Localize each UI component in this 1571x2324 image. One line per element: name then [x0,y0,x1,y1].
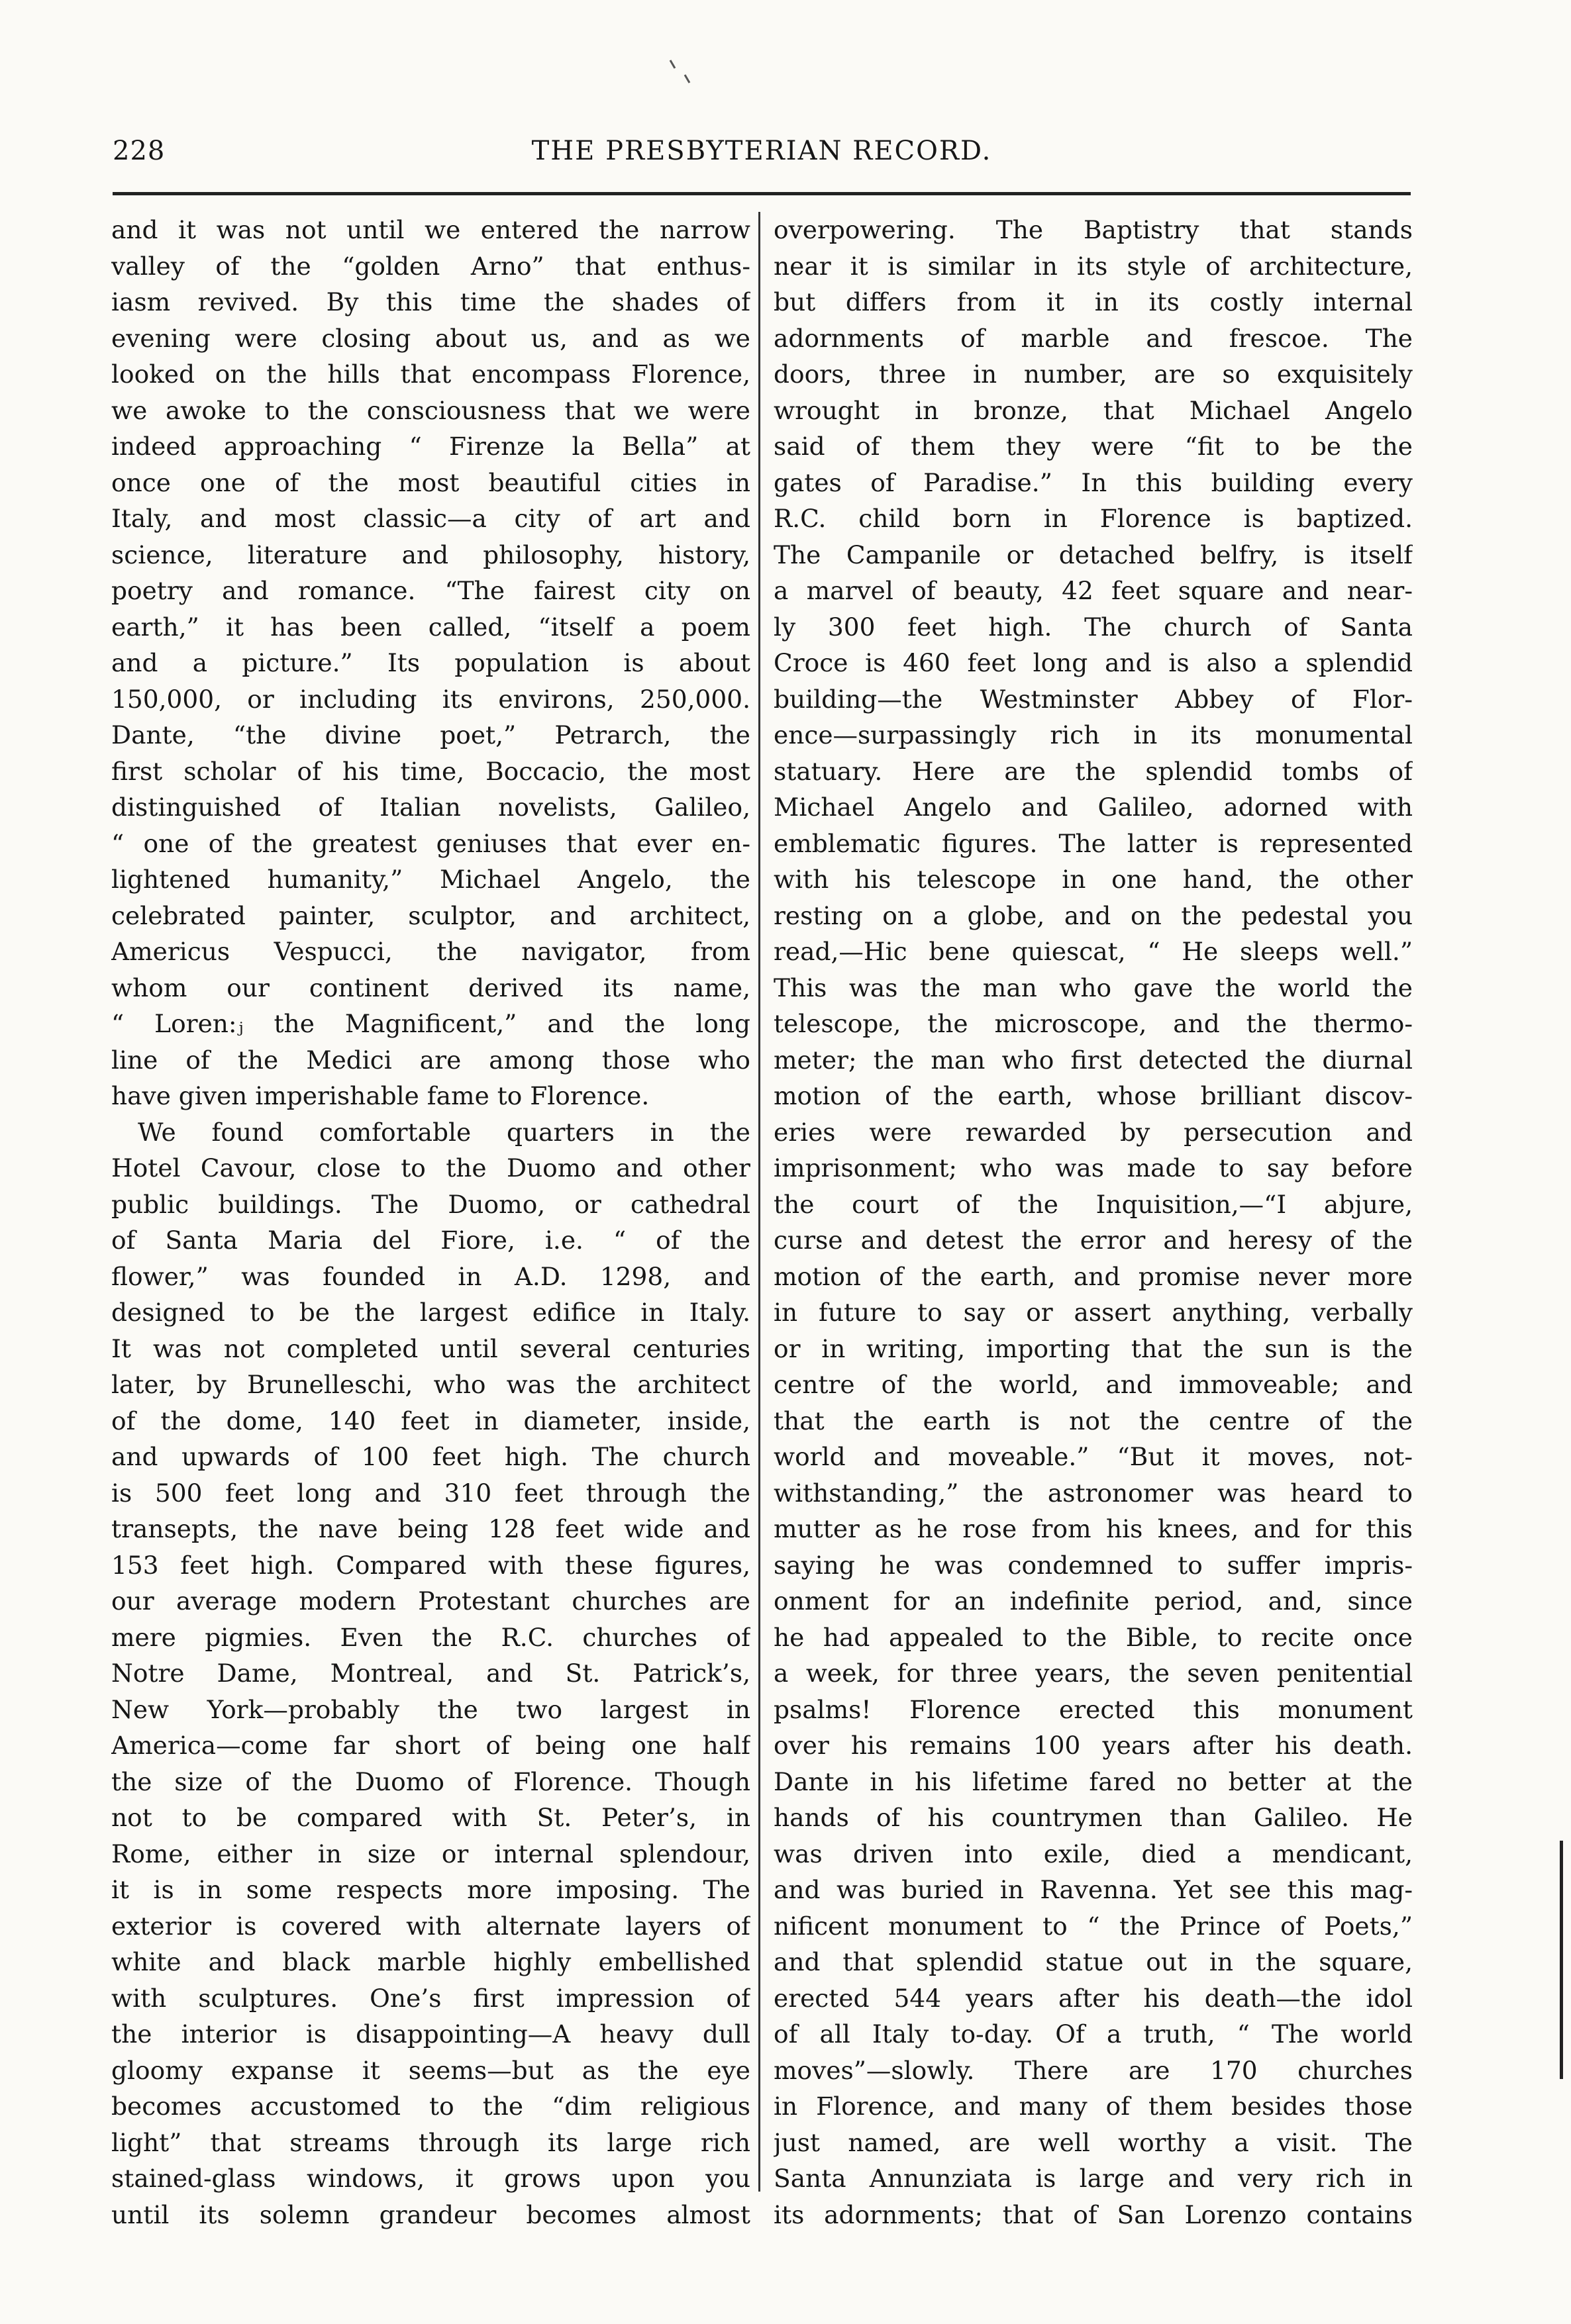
left-column-line: the interior is disappointing—A heavy dull [111,2019,750,2049]
left-column-line: looked on the hills that encompass Florence, [111,360,750,389]
right-column-line: onment for an indefinite period, and, since [774,1586,1413,1616]
right-column-line: said of them they were “fit to be the [774,432,1413,461]
right-column-line: moves”—slowly. There are 170 churches [774,2055,1413,2085]
left-column-line: “ Loren:ⱼ the Magnificent,” and the long [111,1009,750,1038]
left-column-line: of the dome, 140 feet in diameter, inside, [111,1406,750,1435]
right-column-line: and that splendid statue out in the square, [774,1947,1413,1976]
left-column-line: flower,” was founded in A.D. 1298, and [111,1261,750,1291]
left-column-line: transepts, the nave being 128 feet wide and [111,1514,750,1543]
right-column-line: just named, are well worthy a visit. The [774,2127,1413,2157]
right-column-line: building—the Westminster Abbey of Flor- [774,684,1413,714]
left-column-line: becomes accustomed to the “dim religious [111,2092,750,2121]
left-column-line: lightened humanity,” Michael Angelo, the [111,865,750,894]
right-column-line: mutter as he rose from his knees, and for this [774,1514,1413,1543]
right-column-line: that the earth is not the centre of the [774,1406,1413,1435]
left-column-line: later, by Brunelleschi, who was the architect [111,1370,750,1399]
left-column-line: Americus Vespucci, the navigator, from [111,937,750,966]
left-column-line: and upwards of 100 feet high. The church [111,1442,750,1471]
left-column-line: not to be compared with St. Peter’s, in [111,1803,750,1832]
right-column-line: erected 544 years after his death—the idol [774,1983,1413,2013]
left-column-line: poetry and romance. “The fairest city on [111,576,750,605]
left-column-line: white and black marble highly embellished [111,1947,750,1976]
left-column-line: public buildings. The Duomo, or cathedral [111,1189,750,1219]
left-column-line: light” that streams through its large rich [111,2127,750,2157]
right-column-line: a week, for three years, the seven penitential [774,1659,1413,1688]
right-column-line: motion of the earth, whose brilliant discov- [774,1081,1413,1110]
left-column-line: valley of the “golden Arno” that enthus- [111,251,750,281]
page-header [113,136,1411,182]
right-column-line: of all Italy to-day. Of a truth, “ The world [774,2019,1413,2049]
right-column-line: read,—Hic bene quiescat, “ He sleeps well.” [774,937,1413,966]
left-column-line: whom our continent derived its name, [111,973,750,1002]
right-column-line: emblematic figures. The latter is represented [774,828,1413,858]
right-column-line: meter; the man who first detected the diurnal [774,1045,1413,1075]
right-column-line: but differs from it in its costly internal [774,287,1413,316]
right-column-line: This was the man who gave the world the [774,973,1413,1002]
right-column-line: psalms! Florence erected this monument [774,1694,1413,1724]
right-column-line: ence—surpassingly rich in its monumental [774,720,1413,750]
right-column-line: motion of the earth, and promise never more [774,1261,1413,1291]
left-column-line: is 500 feet long and 310 feet through the [111,1478,750,1508]
left-column-line: with sculptures. One’s first impression of [111,1983,750,2013]
left-column-line: Notre Dame, Montreal, and St. Patrick’s, [111,1659,750,1688]
right-column-line: Michael Angelo and Galileo, adorned with [774,793,1413,822]
left-column-line: gloomy expanse it seems—but as the eye [111,2055,750,2085]
left-column-line: It was not completed until several centuries [111,1333,750,1363]
left-column-line: Italy, and most classic—a city of art and [111,504,750,533]
left-column-line: iasm revived. By this time the shades of [111,287,750,316]
right-column-line: a marvel of beauty, 42 feet square and near- [774,576,1413,605]
right-column-line: the court of the Inquisition,—“I abjure, [774,1189,1413,1219]
right-column-line: with his telescope in one hand, the other [774,865,1413,894]
right-column-line: Dante in his lifetime fared no better at the [774,1767,1413,1796]
left-column-line: Hotel Cavour, close to the Duomo and other [111,1153,750,1183]
print-speck [684,74,691,83]
left-column-line: once one of the most beautiful cities in [111,467,750,497]
left-column-line: stained-glass windows, it grows upon you [111,2164,750,2193]
right-column-line: near it is similar in its style of architecture, [774,251,1413,281]
left-column-line: designed to be the largest edifice in Italy. [111,1298,750,1327]
left-column-line: have given imperishable fame to Florence. [111,1081,650,1110]
right-column-line: or in writing, importing that the sun is the [774,1333,1413,1363]
left-column-line: mere pigmies. Even the R.C. churches of [111,1622,750,1652]
right-column-line: wrought in bronze, that Michael Angelo [774,395,1413,425]
left-column [111,212,750,2233]
right-column [774,212,1413,2233]
left-column-line: celebrated painter, sculptor, and architect, [111,900,750,930]
left-column-line: it is in some respects more imposing. The [111,1875,750,1904]
left-column-line: exterior is covered with alternate layers of [111,1911,750,1941]
left-column-line: science, literature and philosophy, history, [111,540,750,569]
right-column-line: ly 300 feet high. The church of Santa [774,612,1413,642]
left-column-line: Rome, either in size or internal splendour, [111,1839,750,1868]
left-column-line: 153 feet high. Compared with these figures, [111,1550,750,1580]
right-column-line: statuary. Here are the splendid tombs of [774,756,1413,786]
right-column-line: Santa Annunziata is large and very rich in [774,2164,1413,2193]
left-column-line: first scholar of his time, Boccacio, the most [111,756,750,786]
left-column-line: and it was not until we entered the narrow [111,215,750,244]
left-column-line: we awoke to the consciousness that we were [111,395,750,425]
left-column-line: indeed approaching “ Firenze la Bella” at [111,432,750,461]
right-column-line: was driven into exile, died a mendicant, [774,1839,1413,1868]
left-column-line: New York—probably the two largest in [111,1694,750,1724]
right-column-line: Croce is 460 feet long and is also a splendid [774,648,1413,677]
right-column-line: doors, three in number, are so exquisitely [774,360,1413,389]
header-rule [113,192,1411,195]
right-column-line: and was buried in Ravenna. Yet see this mag- [774,1875,1413,1904]
right-column-line: eries were rewarded by persecution and [774,1117,1413,1147]
right-column-line: nificent monument to “ the Prince of Poets,” [774,1911,1413,1941]
left-column-line: our average modern Protestant churches are [111,1586,750,1616]
right-column-line: gates of Paradise.” In this building every [774,467,1413,497]
print-speck [670,60,676,69]
left-column-line: until its solemn grandeur becomes almost [111,2200,750,2229]
right-column-line: saying he was condemned to suffer impris- [774,1550,1413,1580]
right-column-line: in future to say or assert anything, verbally [774,1298,1413,1327]
left-column-line: earth,” it has been called, “itself a poem [111,612,750,642]
right-column-line: overpowering. The Baptistry that stands [774,215,1413,244]
right-column-line: its adornments; that of San Lorenzo contains [774,2200,1413,2229]
page-edge-mark [1560,1841,1563,2079]
right-column-line: R.C. child born in Florence is baptized. [774,504,1413,533]
left-column-line: distinguished of Italian novelists, Galileo, [111,793,750,822]
page-number: 228 [113,136,166,166]
right-column-line: telescope, the microscope, and the thermo- [774,1009,1413,1038]
left-column-line: 150,000, or including its environs, 250,000. [111,684,750,714]
left-column-line: line of the Medici are among those who [111,1045,750,1075]
running-title: THE PRESBYTERIAN RECORD. [531,136,992,166]
left-column-line: the size of the Duomo of Florence. Though [111,1767,750,1796]
left-column-line: We found comfortable quarters in the [138,1117,750,1147]
right-column-line: hands of his countrymen than Galileo. He [774,1803,1413,1832]
left-column-line: Dante, “the divine poet,” Petrarch, the [111,720,750,750]
left-column-line: evening were closing about us, and as we [111,323,750,353]
right-column-line: imprisonment; who was made to say before [774,1153,1413,1183]
right-column-line: over his remains 100 years after his death. [774,1731,1413,1760]
left-column-line: of Santa Maria del Fiore, i.e. “ of the [111,1226,750,1255]
left-column-line: “ one of the greatest geniuses that ever en- [111,828,750,858]
column-divider [758,212,760,2192]
right-column-line: adornments of marble and frescoe. The [774,323,1413,353]
right-column-line: The Campanile or detached belfry, is itself [774,540,1413,569]
right-column-line: resting on a globe, and on the pedestal you [774,900,1413,930]
right-column-line: curse and detest the error and heresy of the [774,1226,1413,1255]
right-column-line: in Florence, and many of them besides those [774,2092,1413,2121]
right-column-line: world and moveable.” “But it moves, not- [774,1442,1413,1471]
right-column-line: withstanding,” the astronomer was heard to [774,1478,1413,1508]
left-column-line: America—come far short of being one half [111,1731,750,1760]
left-column-line: and a picture.” Its population is about [111,648,750,677]
right-column-line: he had appealed to the Bible, to recite once [774,1622,1413,1652]
right-column-line: centre of the world, and immoveable; and [774,1370,1413,1399]
